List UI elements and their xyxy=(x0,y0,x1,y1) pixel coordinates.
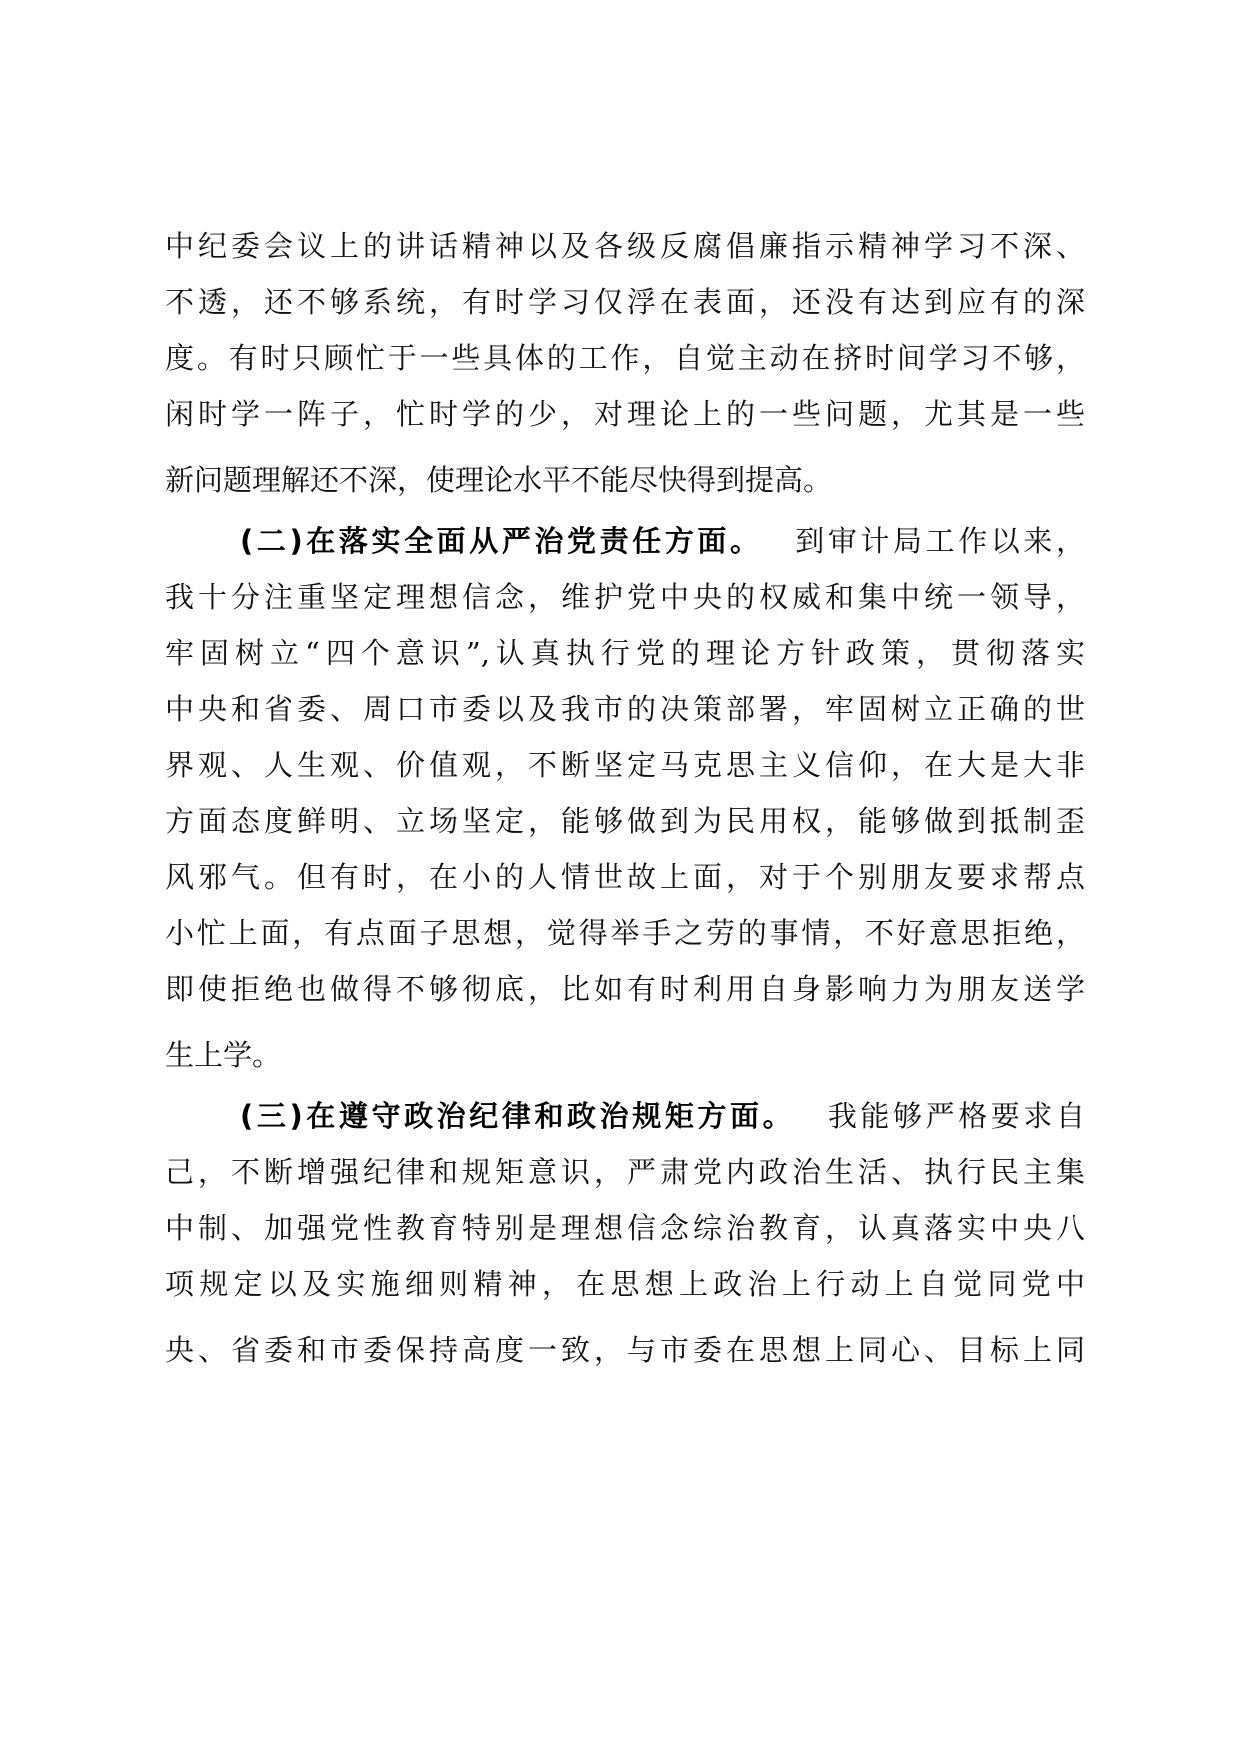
heading-spacer xyxy=(795,1099,824,1133)
text-line: 中央和省委、周口市委以及我市的决策部署，牢固树立正确的世 xyxy=(165,692,1085,726)
text-line: 牢固树立“四个意识”,认真执行党的理论方针政策，贯彻落实 xyxy=(165,636,1085,670)
text-line: 央、省委和市委保持高度一致，与市委在思想上同心、目标上同 xyxy=(165,1333,1085,1367)
text-fragment: 到审计局工作以来， xyxy=(791,524,1085,558)
text-line: 中制、加强党性教育特别是理想信念综治教育，认真落实中央八 xyxy=(165,1211,1085,1245)
heading-spacer xyxy=(763,524,792,558)
text-line: 我十分注重坚定理想信念，维护党中央的权威和集中统一领导， xyxy=(165,580,1085,614)
text-line: 度。有时只顾忙于一些具体的工作，自觉主动在挤时间学习不够， xyxy=(165,341,1085,375)
text-line: 项规定以及实施细则精神，在思想上政治上行动上自觉同党中 xyxy=(165,1267,1085,1301)
text-line: 新问题理解还不深，使理论水平不能尽快得到提高。 xyxy=(165,463,833,497)
text-line: 不透，还不够系统，有时学习仅浮在表面，还没有达到应有的深 xyxy=(165,285,1085,319)
text-line: 小忙上面，有点面子思想，觉得举手之劳的事情，不好意思拒绝， xyxy=(165,916,1085,950)
text-line: 即使拒绝也做得不够彻底，比如有时利用自身影响力为朋友送学 xyxy=(165,972,1085,1006)
text-line: 生上学。 xyxy=(165,1038,282,1072)
text-fragment: 我能够严格要求自 xyxy=(824,1099,1085,1133)
text-line: 中纪委会议上的讲话精神以及各级反腐倡廉指示精神学习不深、 xyxy=(165,229,1085,263)
text-line: 界观、人生观、价值观，不断坚定马克思主义信仰，在大是大非 xyxy=(165,748,1085,782)
section-heading-line xyxy=(240,519,1085,563)
text-line: 风邪气。但有时，在小的人情世故上面，对于个别朋友要求帮点 xyxy=(165,860,1085,894)
section-heading: (二)在落实全面从严治党责任方面。 xyxy=(240,524,763,558)
section-heading: (三)在遵守政治纪律和政治规矩方面。 xyxy=(240,1099,796,1133)
section-heading-line xyxy=(240,1094,1085,1138)
text-line: 闲时学一阵子，忙时学的少，对理论上的一些问题，尤其是一些 xyxy=(165,397,1085,431)
text-line: 方面态度鲜明、立场坚定，能够做到为民用权，能够做到抵制歪 xyxy=(165,804,1085,838)
text-line: 己，不断增强纪律和规矩意识，严肃党内政治生活、执行民主集 xyxy=(165,1155,1085,1189)
